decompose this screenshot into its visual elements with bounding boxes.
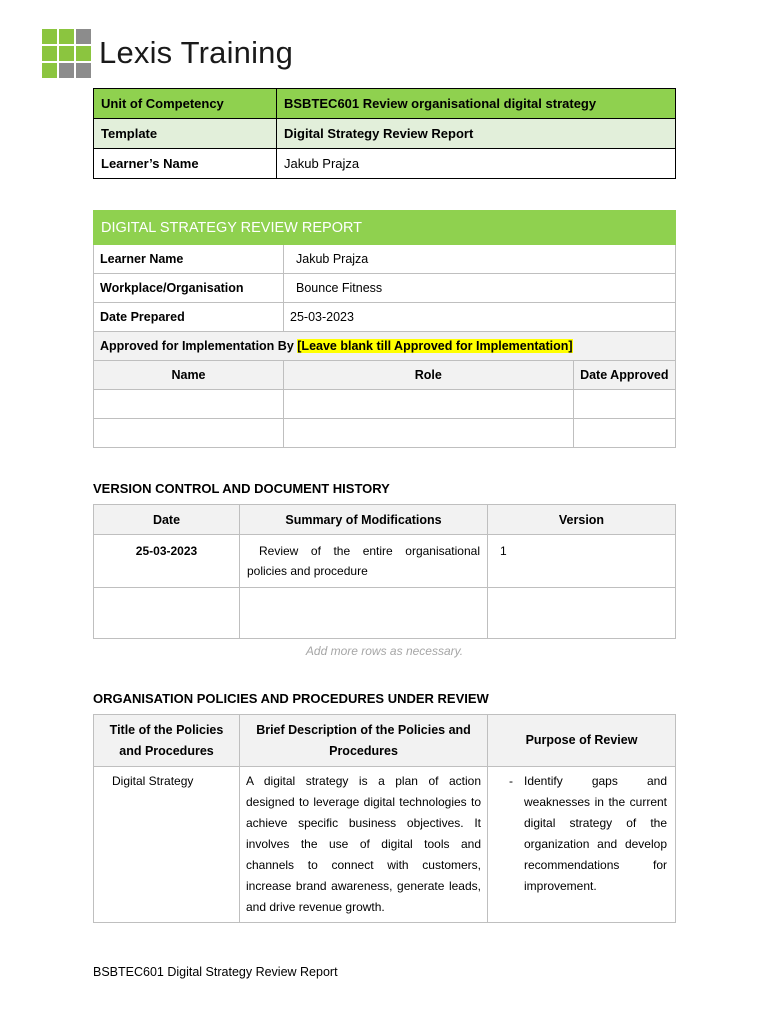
version-col-date: Date [94,505,240,535]
version-table [93,504,676,639]
version-number: 1 [488,535,676,588]
template-value: Digital Strategy Review Report [277,119,676,149]
col-role: Role [284,361,574,390]
date-prepared-value[interactable]: 25-03-2023 [284,303,676,332]
add-rows-note: Add more rows as necessary. [305,644,464,658]
unit-label: Unit of Competency [94,89,277,119]
unit-table [93,88,676,179]
policies-col-title: Title of the Policies and Procedures [94,715,240,767]
approval-name-cell[interactable] [94,390,284,419]
version-col-summary: Summary of Modifications [240,505,488,535]
report-table [93,210,676,448]
policies-table [93,714,676,923]
approval-role-cell[interactable] [284,419,574,448]
col-date-approved: Date Approved [573,361,675,390]
approved-note: [Leave blank till Approved for Implementation] [297,339,573,353]
version-date: 25-03-2023 [94,535,240,588]
workplace-value[interactable]: Bounce Fitness [284,274,676,303]
approval-date-cell[interactable] [573,390,675,419]
unit-row [94,89,676,119]
report-title: DIGITAL STRATEGY REVIEW REPORT [94,211,676,245]
empty-cell[interactable] [94,588,240,639]
lexis-logo [42,28,293,78]
learner-row [94,149,676,179]
unit-value: BSBTEC601 Review organisational digital strategy [277,89,676,119]
learner-label: Learner’s Name [94,149,277,179]
col-name: Name [94,361,284,390]
template-label: Template [94,119,277,149]
table-row [94,535,676,588]
logo-grid-icon [42,29,91,78]
empty-cell[interactable] [240,588,488,639]
learner-value: Jakub Prajza [277,149,676,179]
approved-row [94,332,676,361]
workplace-label: Workplace/Organisation [94,274,284,303]
approval-role-cell[interactable] [284,390,574,419]
policy-purpose: Identify gaps and weaknesses in the current digital strategy of the organization and develop recommendations for improvement. [524,774,667,893]
template-row [94,119,676,149]
policies-col-description: Brief Description of the Policies and Procedures [240,715,488,767]
policy-description: A digital strategy is a plan of action designed to leverage digital technologies to achieve specific business objectives. It involves the use of digital tools and channels to connect with customers, increase brand awareness, generate leads, and drive revenue growth. [240,767,488,923]
table-row [94,588,676,639]
purpose-bullet: - [509,774,513,788]
date-prepared-label: Date Prepared [94,303,284,332]
policy-title: Digital Strategy [94,767,240,923]
logo-text: Lexis Training [99,35,294,70]
policy-purpose-cell [488,767,676,923]
version-col-version: Version [488,505,676,535]
approved-label: Approved for Implementation By [100,339,294,353]
approval-date-cell[interactable] [573,419,675,448]
approval-name-cell[interactable] [94,419,284,448]
learner-name-label: Learner Name [94,245,284,274]
version-summary: Review of the entire organisational policies and procedure [240,535,488,588]
policies-col-purpose: Purpose of Review [488,715,676,767]
page-footer: BSBTEC601 Digital Strategy Review Report [93,965,338,979]
version-section-title: VERSION CONTROL AND DOCUMENT HISTORY [93,481,390,496]
policies-section-title: ORGANISATION POLICIES AND PROCEDURES UNDER REVIEW [93,691,489,706]
empty-cell[interactable] [488,588,676,639]
learner-name-value[interactable]: Jakub Prajza [284,245,676,274]
table-row [94,767,676,923]
